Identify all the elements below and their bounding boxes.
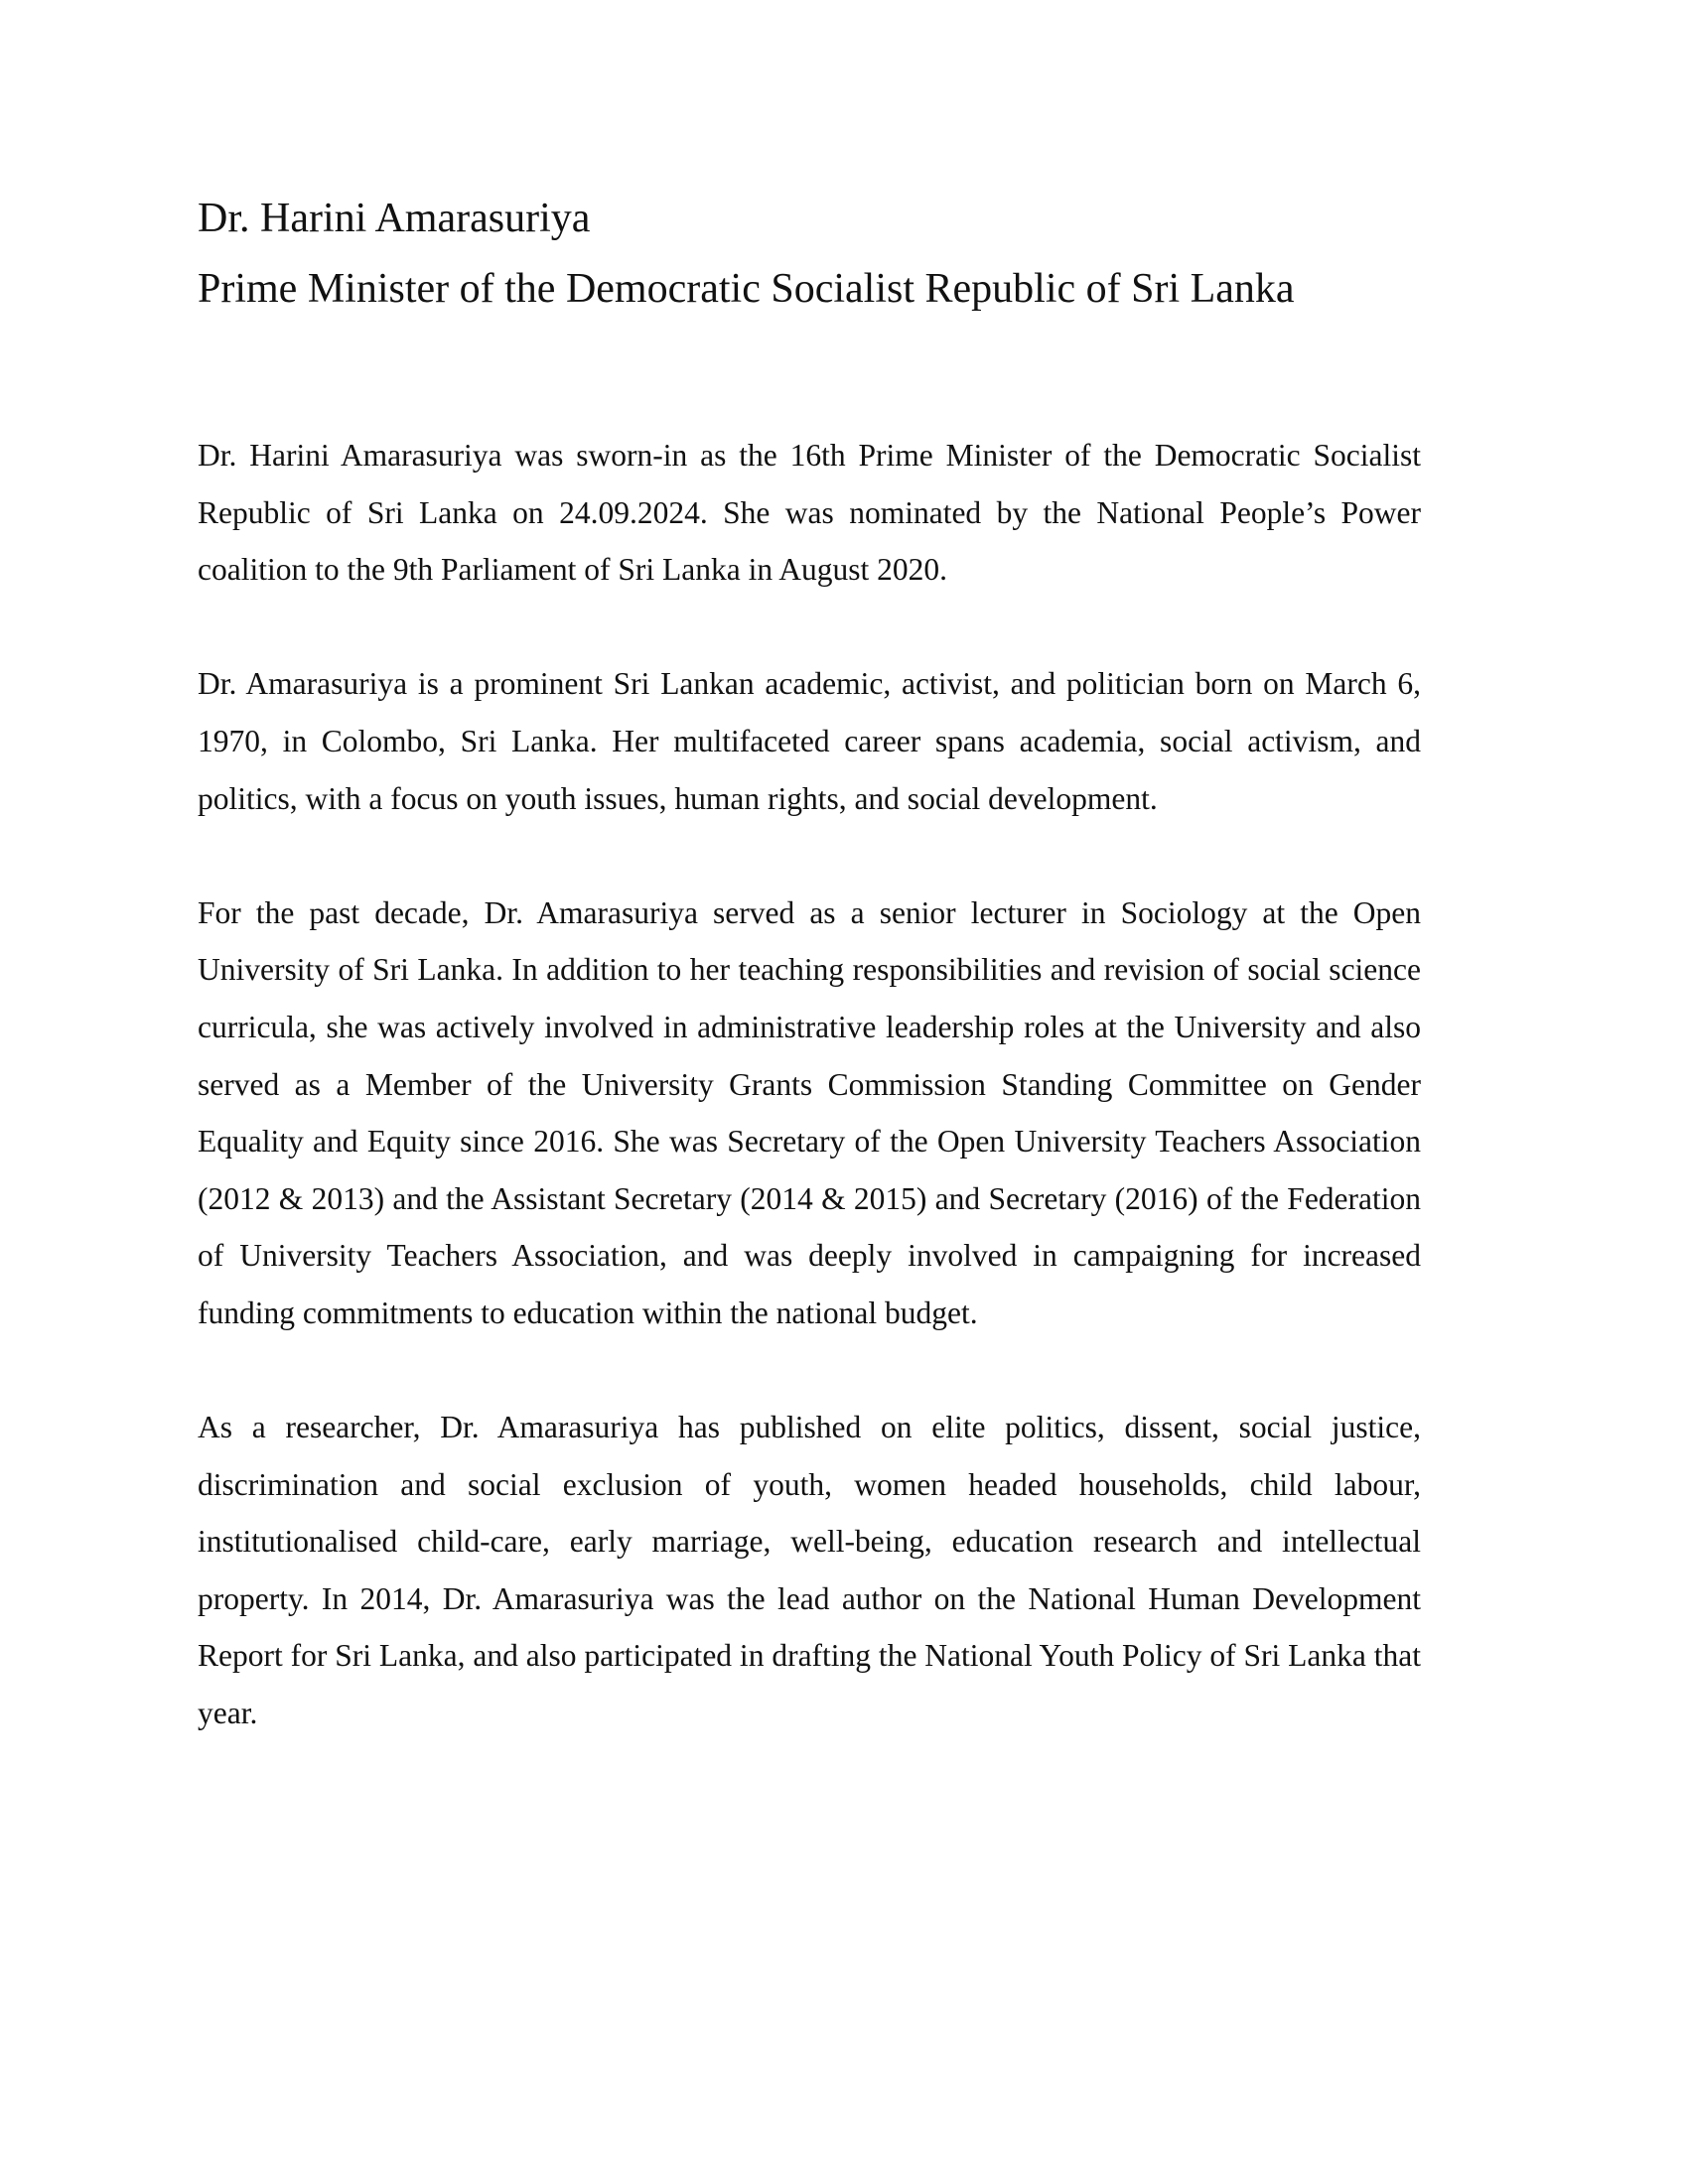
paragraph-research: As a researcher, Dr. Amarasuriya has published on elite politics, dissent, social justice, discrimination and social exclusion of youth, women headed households, child labour, institutionalised child-care, early marriage, well-being, education research and intellectual property. In 2014, Dr. Amarasuriya was the lead author on the National Human Development Report for Sri Lanka, and also participated in drafting the National Youth Policy of Sri Lanka that year. [198,1410,1421,1731]
paragraph-appointment: Dr. Harini Amarasuriya was sworn-in as the 16th Prime Minister of the Democratic Socialist Republic of Sri Lanka on 24.09.2024. She was nominated by the National People’s Power coalition to the 9th Parliament of Sri Lanka in August 2020. [198,438,1421,588]
paragraph-background: Dr. Amarasuriya is a prominent Sri Lankan academic, activist, and politician born on March 6, 1970, in Colombo, Sri Lanka. Her multifaceted career spans academia, social activism, and politics, with a focus on youth issues, human rights, and social development. [198,666,1421,816]
person-name: Dr. Harini Amarasuriya [198,196,591,241]
person-title: Prime Minister of the Democratic Socialist Republic of Sri Lanka [198,266,1295,312]
paragraph-academic-career: For the past decade, Dr. Amarasuriya served as a senior lecturer in Sociology at the Open University of Sri Lanka. In addition to her teaching responsibilities and revision of social science curricula, she was actively involved in administrative leadership roles at the University and also served as a Member of the University Grants Commission Standing Committee on Gender Equality and Equity since 2016. She was Secretary of the Open University Teachers Association (2012 & 2013) and the Assistant Secretary (2014 & 2015) and Secretary (2016) of the Federation of University Teachers Association, and was deeply involved in campaigning for increased funding commitments to education within the national budget. [198,894,1421,1330]
document-header [198,191,1488,317]
document-body [198,427,1421,1799]
